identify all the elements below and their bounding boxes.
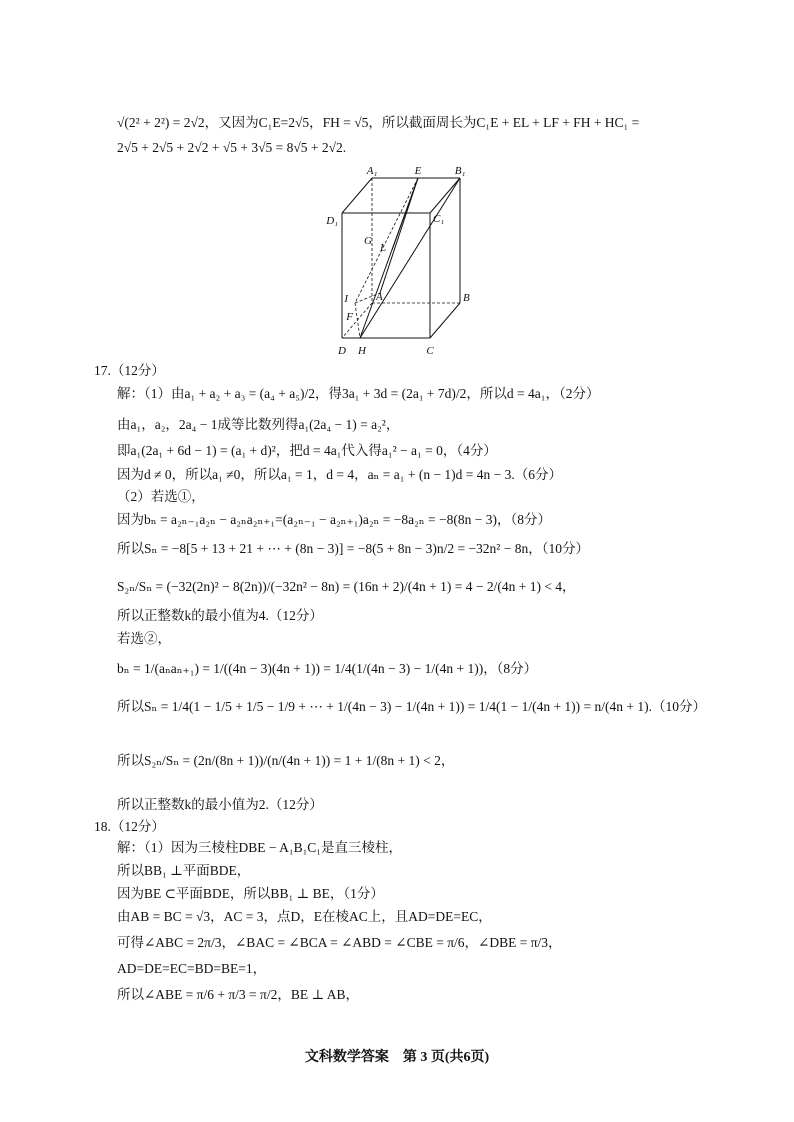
prism-figure [320,158,480,358]
label-c: C [426,345,434,357]
text-line: 可得∠ABC = 2π/3，∠BAC = ∠BCA = ∠ABD = ∠CBE = π/6，∠DBE = π/3， [117,935,562,950]
page-footer: 文科数学答案 第 3 页(共6页) [304,1050,490,1065]
text-line: 所以Sₙ = −8[5 + 13 + 21 + ⋯ + (8n − 3)] = −8(5 + 8n − 3)n/2 = −32n² − 8n，（10分） [117,541,589,556]
label-a: A [376,291,383,303]
question-18-header: 18.（12分） [94,819,165,834]
text-line: bₙ = 1/(aₙaₙ₊₁) = 1/((4n − 3)(4n + 1)) = 1/4(1/(4n − 3) − 1/(4n + 1))，（8分） [117,661,538,676]
text-line: （2）若选①， [117,489,205,504]
text-line: √(2² + 2²) = 2√2，又因为C₁E=2√5，FH = √5，所以截面周长为C₁E + EL + LF + FH + HC₁ = [117,115,640,130]
label-f: F [346,311,353,323]
text-line: 所以正整数k的最小值为2.（12分） [117,797,323,812]
text-line: 由AB = BC = √3，AC = 3，点D，E在棱AC上，且AD=DE=EC， [117,909,492,924]
text-line: 解：（1）由a₁ + a₂ + a₃ = (a₄ + a₅)/2，得3a₁ + 3d = (2a₁ + 7d)/2，所以d = 4a₁，（2分） [117,386,600,401]
label-c1: C₁ [433,213,445,225]
label-d1: D₁ [326,215,338,227]
text-line: 因为d ≠ 0，所以a₁ ≠0，所以a₁ = 1，d = 4，aₙ = a₁ + (n − 1)d = 4n − 3.（6分） [117,467,563,482]
question-17-header: 17.（12分） [94,363,165,378]
label-l: L [380,242,387,254]
label-b1: B₁ [454,165,466,177]
label-h: H [358,345,366,357]
text-line: 所以Sₙ = 1/4(1 − 1/5 + 1/5 − 1/9 + ⋯ + 1/(4n − 3) − 1/(4n + 1)) = 1/4(1 − 1/(4n + 1)) = n/(4n + 1).（10分） [117,699,707,714]
text-line: 因为bₙ = a₂ₙ₋₁a₂ₙ − a₂ₙa₂ₙ₊₁=(a₂ₙ₋₁ − a₂ₙ₊₁)a₂ₙ = −8a₂ₙ = −8(8n − 3)，（8分） [117,512,551,527]
label-i: I [344,293,348,305]
label-g: G [364,235,372,247]
text-line: 2√5 + 2√5 + 2√2 + √5 + 3√5 = 8√5 + 2√2. [117,140,347,155]
text-line: 解：（1）因为三棱柱DBE − A₁B₁C₁是直三棱柱， [117,840,402,855]
label-b: B [463,292,470,304]
text-line: 因为BE ⊂平面BDE，所以BB₁ ⊥ BE，（1分） [117,886,384,901]
text-line: 所以∠ABE = π/6 + π/3 = π/2，BE ⊥ AB， [117,987,360,1002]
label-e: E [414,165,422,177]
text-line: S₂ₙ/Sₙ = (−32(2n)² − 8(2n))/(−32n² − 8n) = (16n + 2)/(4n + 1) = 4 − 2/(4n + 1) < 4， [117,579,576,594]
text-line: 若选②， [117,631,171,646]
label-d: D [338,345,346,357]
text-line: 所以S₂ₙ/Sₙ = (2n/(8n + 1))/(n/(4n + 1)) = 1 + 1/(8n + 1) < 2， [117,753,455,768]
text-line: AD=DE=EC=BD=BE=1， [117,961,267,976]
text-line: 所以正整数k的最小值为4.（12分） [117,608,323,623]
text-line: 即a₁(2a₁ + 6d − 1) = (a₁ + d)²，把d = 4a₁代入得a₁² − a₁ = 0，（4分） [117,443,497,458]
text-line: 所以BB₁ ⊥平面BDE， [117,863,251,878]
label-a1: A₁ [366,165,378,177]
text-line: 由a₁，a₂，2a₄ − 1成等比数列得a₁(2a₄ − 1) = a₂²， [117,417,400,432]
